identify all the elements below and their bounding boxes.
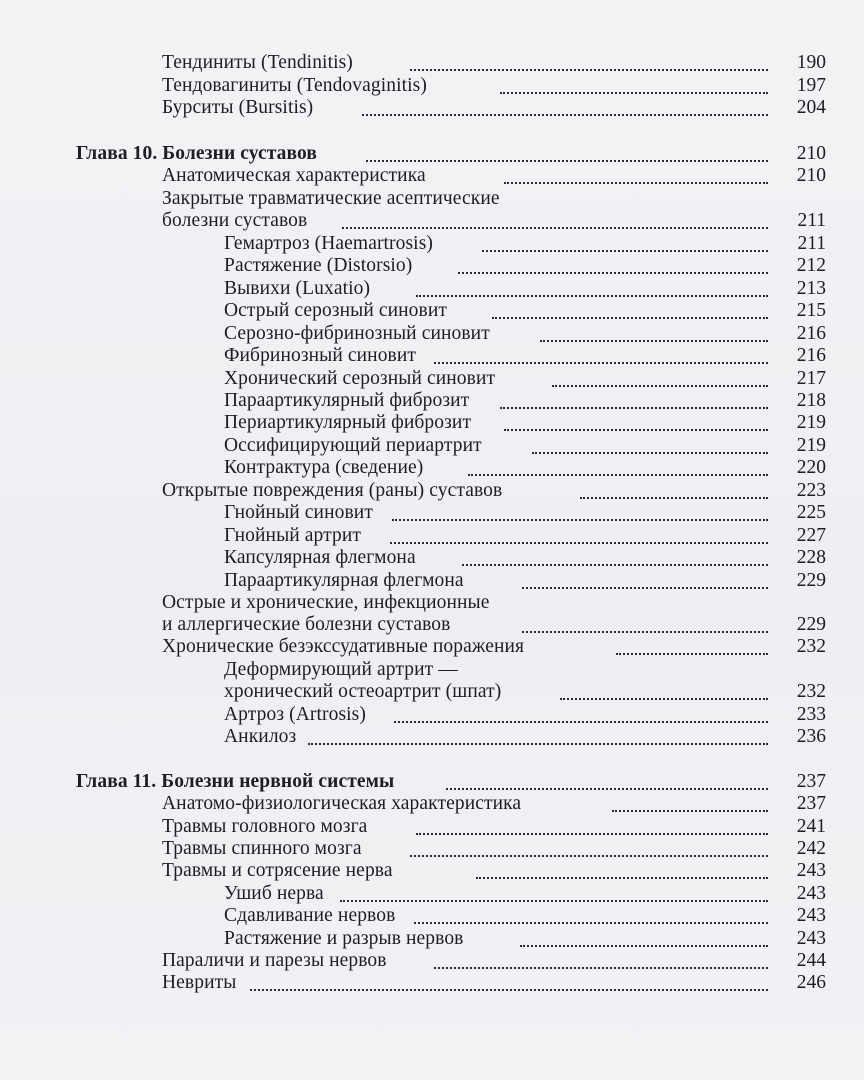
toc-entry — [0, 659, 864, 681]
toc-entry-page: 219 — [796, 412, 826, 433]
dot-leader — [482, 246, 768, 252]
toc-entry-title: Гнойный артрит — [224, 525, 362, 546]
toc-entry — [0, 233, 864, 255]
toc-entry-page: 219 — [796, 435, 826, 456]
toc-entry-title: Острые и хронические, инфекционные — [162, 592, 490, 613]
toc-chapter-entry — [0, 143, 864, 165]
toc-entry — [0, 278, 864, 300]
toc-entry-title: Хронические безэкссудативные поражения — [162, 636, 525, 657]
toc-entry-title: Артроз (Artrosis) — [224, 704, 366, 725]
toc-entry-title: Открытые повреждения (раны) суставов — [162, 480, 503, 501]
toc-entry-title: Фибринозный синовит — [224, 345, 417, 366]
toc-entry-page — [766, 659, 826, 681]
toc-entry-title: Гнойный синовит — [224, 502, 373, 523]
toc-entry — [0, 726, 864, 748]
toc-entry-page — [766, 188, 826, 210]
dot-leader — [414, 918, 768, 924]
toc-entry-page: 218 — [796, 390, 826, 411]
toc-entry-title: Закрытые травматические асептические — [162, 188, 500, 209]
toc-entry-title: Деформирующий артрит — — [224, 659, 458, 680]
toc-entry — [0, 188, 864, 210]
dot-leader — [468, 470, 768, 476]
dot-leader — [462, 560, 768, 566]
toc-entry — [0, 928, 864, 950]
toc-entry — [0, 905, 864, 927]
dot-leader — [458, 268, 768, 274]
toc-entry-page: 212 — [796, 255, 826, 276]
toc-chapter-entry — [0, 771, 864, 793]
toc-entry-page: 229 — [796, 614, 826, 635]
toc-entry-title: Тендовагиниты (Tendovaginitis) — [162, 75, 427, 96]
toc-entry-page: 244 — [796, 950, 826, 971]
toc-entry-title: Тендиниты (Tendinitis) — [162, 52, 353, 73]
dot-leader — [616, 649, 768, 655]
toc-entry — [0, 860, 864, 882]
dot-leader — [340, 896, 768, 902]
toc-entry — [0, 323, 864, 345]
toc-entry-page: 243 — [796, 928, 826, 949]
toc-entry — [0, 480, 864, 502]
dot-leader — [560, 694, 768, 700]
dot-leader — [520, 941, 768, 947]
toc-entry-title: Контрактура (сведение) — [224, 457, 424, 478]
toc-entry-page: 236 — [796, 726, 826, 747]
toc-entry-page: 210 — [796, 143, 826, 164]
toc-entry — [0, 390, 864, 412]
toc-entry-title: Капсулярная флегмона — [224, 547, 416, 568]
dot-leader — [250, 985, 768, 991]
toc-entry-page: 220 — [796, 457, 826, 478]
dot-leader — [504, 178, 768, 184]
toc-entry-page: 241 — [796, 816, 826, 837]
toc-entry-page: 228 — [796, 547, 826, 568]
toc-entry — [0, 368, 864, 390]
toc-entry — [0, 457, 864, 479]
toc-entry-title: Серозно-фибринозный синовит — [224, 323, 490, 344]
toc-entry-page: 213 — [796, 278, 826, 299]
dot-leader — [410, 851, 768, 857]
toc-entry-title: Анатомическая характеристика — [162, 165, 426, 186]
dot-leader — [434, 963, 768, 969]
toc-entry-page: 242 — [796, 838, 826, 859]
dot-leader — [394, 717, 768, 723]
toc-chapter-title: Глава 11. Болезни нервной системы — [76, 771, 395, 792]
toc-entry-page: 197 — [796, 75, 826, 96]
toc-entry-page: 215 — [796, 300, 826, 321]
toc-entry-page: 229 — [796, 570, 826, 591]
toc-entry-title: Гемартроз (Haemartrosis) — [224, 233, 433, 254]
toc-entry — [0, 793, 864, 815]
dot-leader — [504, 425, 768, 431]
toc-entry-title: Невриты — [162, 972, 237, 993]
dot-leader — [410, 65, 768, 71]
toc-entry — [0, 950, 864, 972]
toc-entry-title: Острый серозный синовит — [224, 300, 447, 321]
dot-leader — [580, 493, 768, 499]
toc-entry-page: 190 — [796, 52, 826, 73]
toc-entry-page: 232 — [796, 636, 826, 657]
toc-entry-page: 211 — [797, 233, 826, 254]
toc-entry-page: 237 — [796, 793, 826, 814]
dot-leader — [552, 381, 768, 387]
dot-leader — [500, 88, 768, 94]
toc-entry-title: хронический остеоартрит (шпат) — [224, 681, 502, 702]
toc-entry — [0, 592, 864, 614]
toc-chapter-title: Глава 10. Болезни суставов — [76, 143, 318, 164]
toc-entry — [0, 547, 864, 569]
toc-entry-title: Ушиб нерва — [224, 883, 324, 904]
toc-entry-title: Хронический серозный синовит — [224, 368, 496, 389]
toc-entry-title: Оссифицирующий периартрит — [224, 435, 482, 456]
dot-leader — [500, 403, 768, 409]
dot-leader — [392, 515, 768, 521]
toc-entry — [0, 614, 864, 636]
toc-entry-title: Анкилоз — [224, 726, 297, 747]
toc-entry — [0, 435, 864, 457]
toc-entry — [0, 883, 864, 905]
toc-entry-page: 210 — [796, 165, 826, 186]
dot-leader — [492, 313, 768, 319]
toc-entry — [0, 570, 864, 592]
toc-entry — [0, 681, 864, 703]
dot-leader — [416, 291, 768, 297]
toc-entry-page: 237 — [796, 771, 826, 792]
dot-leader — [522, 627, 768, 633]
toc-entry — [0, 345, 864, 367]
toc-entry-title: Растяжение и разрыв нервов — [224, 928, 464, 949]
toc-entry-page: 246 — [796, 972, 826, 993]
toc-entry-title: Параартикулярный фиброзит — [224, 390, 470, 411]
dot-leader — [390, 538, 768, 544]
toc-entry — [0, 816, 864, 838]
toc-entry-page: 233 — [796, 704, 826, 725]
toc-entry-title: и аллергические болезни суставов — [162, 614, 451, 635]
toc-entry-page: 243 — [796, 860, 826, 881]
toc-entry-title: Параартикулярная флегмона — [224, 570, 464, 591]
toc-entry — [0, 300, 864, 322]
toc-entry-page: 223 — [796, 480, 826, 501]
toc-entry-page: 243 — [796, 905, 826, 926]
toc-entry — [0, 210, 864, 232]
toc-entry-title: Растяжение (Distorsio) — [224, 255, 413, 276]
toc-entry — [0, 502, 864, 524]
toc-entry — [0, 97, 864, 119]
toc-entry — [0, 412, 864, 434]
dot-leader — [522, 583, 768, 589]
toc-entry-title: Бурситы (Bursitis) — [162, 97, 314, 118]
toc-entry — [0, 704, 864, 726]
toc-entry — [0, 636, 864, 658]
toc-entry-page: 211 — [797, 210, 826, 231]
toc-entry-page — [766, 592, 826, 614]
dot-leader — [476, 873, 768, 879]
toc-entry-title: Травмы головного мозга — [162, 816, 368, 837]
toc-entry-title: Вывихи (Luxatio) — [224, 278, 371, 299]
toc-entry-title: Травмы спинного мозга — [162, 838, 362, 859]
toc-entry — [0, 255, 864, 277]
toc-entry-page: 216 — [796, 323, 826, 344]
toc-entry-page: 216 — [796, 345, 826, 366]
toc-entry-page: 225 — [796, 502, 826, 523]
toc-entry-title: Параличи и парезы нервов — [162, 950, 387, 971]
dot-leader — [532, 448, 768, 454]
dot-leader — [362, 110, 768, 116]
toc-entry-title: Сдавливание нервов — [224, 905, 396, 926]
toc-entry-title: болезни суставов — [162, 210, 308, 231]
dot-leader — [446, 784, 768, 790]
dot-leader — [308, 739, 768, 745]
toc-entry-page: 243 — [796, 883, 826, 904]
toc-entry — [0, 52, 864, 74]
toc-entry-title: Периартикулярный фиброзит — [224, 412, 472, 433]
dot-leader — [342, 223, 768, 229]
toc-entry-page: 217 — [796, 368, 826, 389]
toc-entry — [0, 972, 864, 994]
dot-leader — [366, 156, 768, 162]
toc-entry-page: 204 — [796, 97, 826, 118]
dot-leader — [612, 806, 768, 812]
toc-entry — [0, 838, 864, 860]
toc-entry — [0, 525, 864, 547]
dot-leader — [540, 336, 768, 342]
toc-entry-title: Травмы и сотрясение нерва — [162, 860, 393, 881]
dot-leader — [416, 829, 768, 835]
toc-entry-title: Анатомо-физиологическая характеристика — [162, 793, 522, 814]
toc-entry — [0, 165, 864, 187]
toc-entry-page: 232 — [796, 681, 826, 702]
toc-entry-page: 227 — [796, 525, 826, 546]
dot-leader — [434, 358, 768, 364]
toc-entry — [0, 75, 864, 97]
